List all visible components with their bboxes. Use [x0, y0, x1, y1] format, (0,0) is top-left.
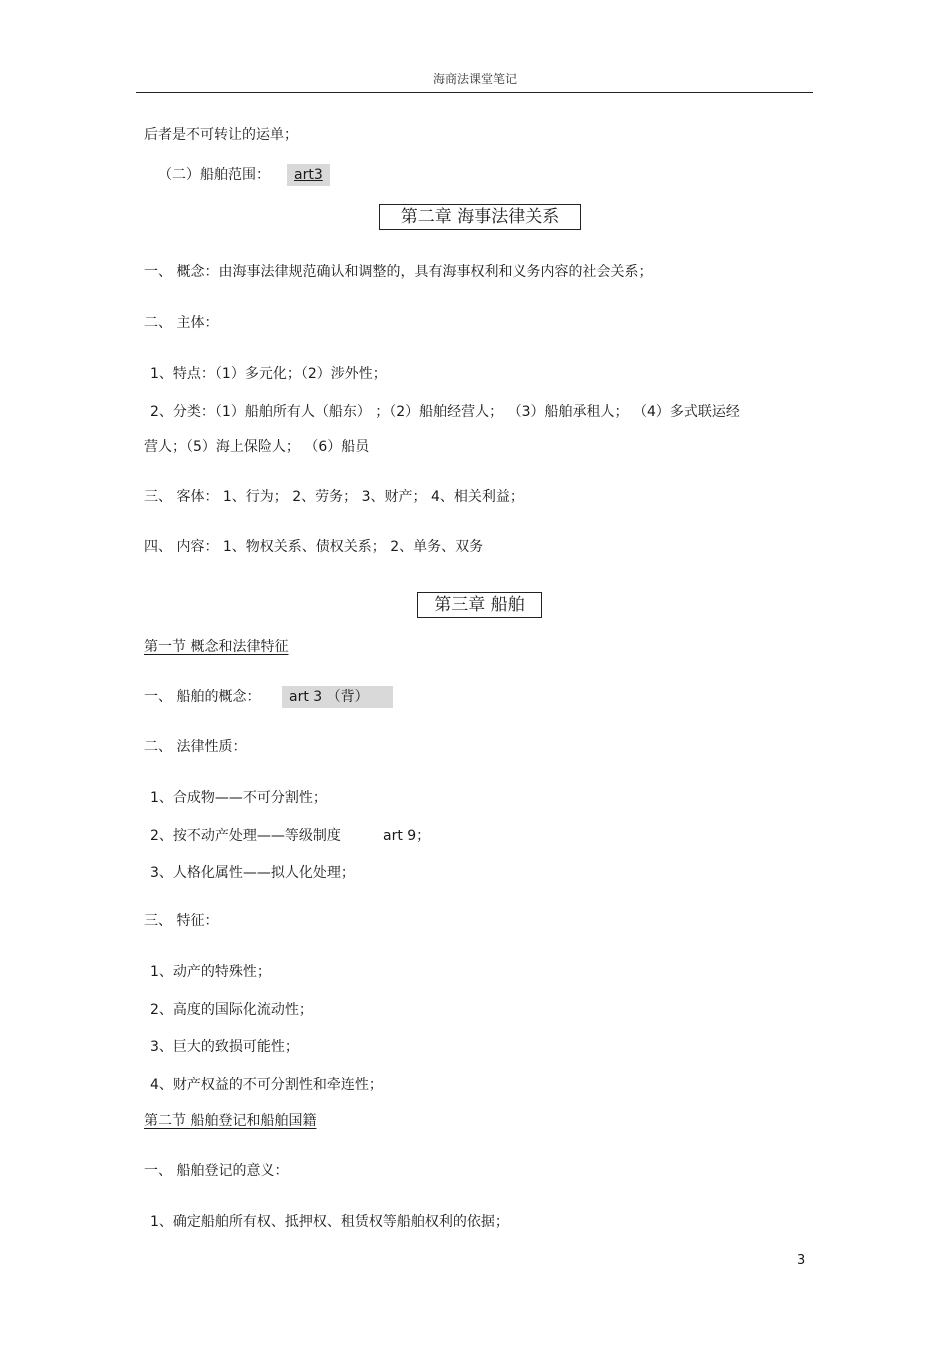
- ship-scope-label: （二）船舶范围：: [158, 167, 270, 183]
- text-line: 后者是不可转让的运单；: [144, 127, 298, 143]
- text-line: 营人；（5）海上保险人； （6）船员: [144, 439, 370, 455]
- text-line: 二、 主体：: [144, 315, 219, 331]
- text-line: 3、巨大的致损可能性；: [150, 1039, 299, 1055]
- chapter-3-title: 第三章 船舶: [417, 592, 542, 618]
- ship-scope-ref: art3: [287, 164, 330, 186]
- text-line: 4、财产权益的不可分割性和牵连性；: [150, 1077, 383, 1093]
- text-line: 1、动产的特殊性；: [150, 964, 271, 980]
- text-line: 2、按不动产处理——等级制度: [150, 828, 341, 844]
- text-line: [158, 166, 270, 184]
- section-1-title: 第一节 概念和法律特征: [144, 639, 289, 655]
- text-line: 二、 法律性质：: [144, 739, 247, 755]
- text-line: 2、分类：（1）船舶所有人（船东） ；（2）船舶经营人； （3）船舶承租人； （4）多式联运经: [150, 404, 740, 420]
- text-line: 一、 船舶的概念：: [144, 689, 261, 705]
- header-divider: [136, 92, 813, 93]
- chapter-2-title: 第二章 海事法律关系: [379, 204, 581, 230]
- ship-concept-ref: art 3 （背）: [282, 686, 393, 708]
- article-9-ref: art 9；: [383, 828, 431, 844]
- text-line: 3、人格化属性——拟人化处理；: [150, 865, 355, 881]
- text-line: 三、 客体： 1、行为； 2、劳务； 3、财产； 4、相关利益；: [144, 489, 524, 505]
- text-line: 2、高度的国际化流动性；: [150, 1002, 313, 1018]
- text-line: 1、确定船舶所有权、抵押权、租赁权等船舶权利的依据；: [150, 1214, 509, 1230]
- text-line: 一、 概念：由海事法律规范确认和调整的，具有海事权利和义务内容的社会关系；: [144, 264, 653, 280]
- header-title: 海商法课堂笔记: [432, 72, 517, 86]
- text-line: 1、合成物——不可分割性；: [150, 790, 327, 806]
- page-number: 3: [797, 1253, 806, 1268]
- text-line: 一、 船舶登记的意义：: [144, 1163, 289, 1179]
- text-line: 四、 内容： 1、物权关系、债权关系； 2、单务、双务: [144, 539, 484, 555]
- text-line: 三、 特征：: [144, 913, 219, 929]
- text-line: 1、特点：（1）多元化；（2）涉外性；: [150, 366, 387, 382]
- section-2-title: 第二节 船舶登记和船舶国籍: [144, 1113, 317, 1129]
